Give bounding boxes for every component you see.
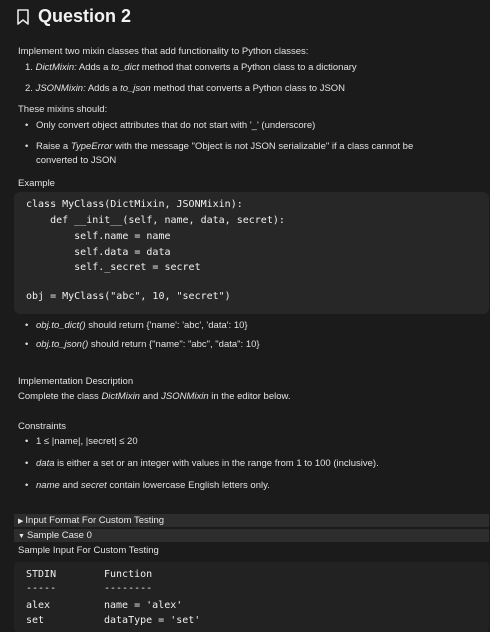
table-cell-stdin: set: [26, 615, 45, 626]
problem-panel: Question 2 Implement two mixin classes that add functionality to Python classes: 1. DictMixin: Adds a to_dict method that converts a Python class to a dictionary 2. JSONMixin: Adds a to_json method that converts a Python class to JSON These mixins should: • Only convert object attributes that do not start with '_' (underscore) • Raise a TypeError with the message "Object is not JSON serializable" if a class cannot be converted to JSON Example class MyClass(DictMixin, JSONMixin): def __init__(self, name, data, secret): self.name = name self.data = data self._secret = secret obj = MyClass("abc", 10, "secret") • obj.to_dict() should return {'name': 'abc', 'data': 10} • obj.to_json() should return {"name": "abc", "data": 10} Implementation Description Complete the class DictMixin and JSONMixin in the editor below. Constraints • 1 ≤ |name|, |secret| ≤ 20 • data is either a set or an integer with values in the range from 1 to 100 (inclusive). • name and secret contain lowercase English letters only. ▶ Input Format For Custom Testing ▼ Sample Case 0 Sample Input For Custom Testing STDIN Function ----- -------- alex name = 'alex' set dataType = 'set': [0, 0, 490, 632]
should-heading: These mixins should:: [18, 104, 108, 115]
code-line: self.name = name: [26, 231, 171, 242]
table-divider: -----: [26, 583, 57, 594]
caret-down-icon: ▼: [18, 533, 25, 540]
example-label: Example: [18, 178, 55, 189]
table-cell-function: dataType = 'set': [104, 615, 201, 626]
sample-input-block: [14, 562, 489, 632]
code-line: obj = MyClass("abc", 10, "secret"): [26, 291, 231, 302]
table-cell-stdin: alex: [26, 600, 51, 611]
table-header-stdin: STDIN: [26, 569, 57, 580]
code-line: self._secret = secret: [26, 262, 201, 273]
sample-case-toggle[interactable]: ▼ Sample Case 0: [14, 529, 489, 542]
example-code-block: [14, 192, 489, 314]
code-line: class MyClass(DictMixin, JSONMixin):: [26, 199, 243, 210]
input-format-toggle[interactable]: ▶ Input Format For Custom Testing: [14, 514, 489, 527]
question-header: [16, 6, 131, 27]
caret-right-icon: ▶: [18, 518, 24, 525]
sample-input-heading: Sample Input For Custom Testing: [18, 545, 159, 556]
question-title: Question 2: [38, 6, 132, 26]
intro-item-1: 1. DictMixin: Adds a to_dict method that converts a Python class to a dictionary: [25, 62, 357, 73]
impl-text: Complete the class DictMixin and JSONMixin in the editor below.: [18, 391, 291, 402]
constraints-heading: Constraints: [18, 421, 67, 432]
table-header-function: Function: [104, 569, 153, 580]
impl-heading: Implementation Description: [18, 376, 134, 387]
bookmark-icon[interactable]: [16, 9, 30, 25]
intro-text: Implement two mixin classes that add functionality to Python classes:: [18, 46, 309, 57]
intro-item-2: 2. JSONMixin: Adds a to_json method that converts a Python class to JSON: [25, 83, 346, 94]
table-divider: --------: [104, 583, 153, 594]
sample-input-table: [14, 562, 489, 632]
code-line: self.data = data: [26, 247, 171, 258]
code-line: def __init__(self, name, data, secret):: [26, 215, 285, 226]
table-cell-function: name = 'alex': [104, 600, 183, 611]
